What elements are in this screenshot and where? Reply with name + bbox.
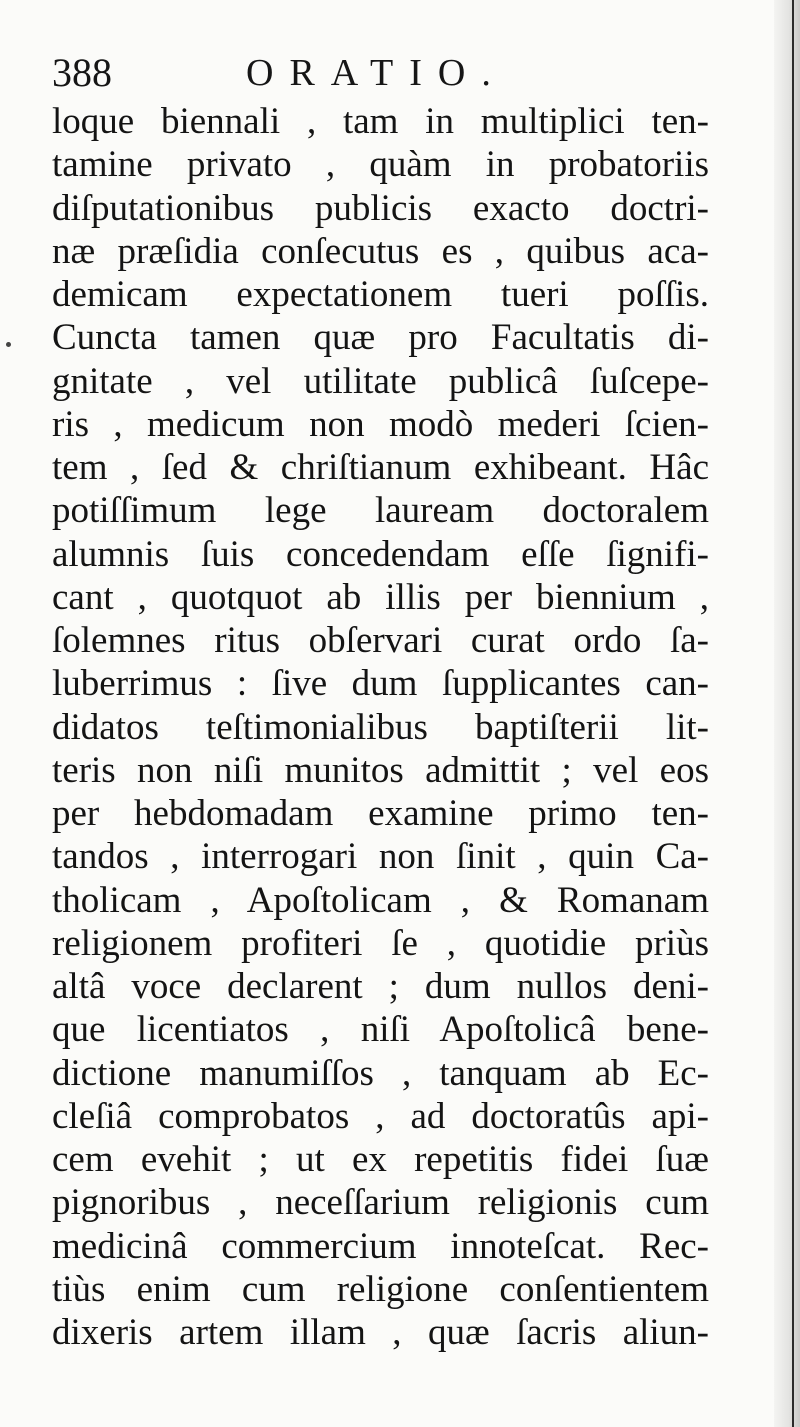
text-line: Cuncta tamen quæ pro Facultatis di- bbox=[52, 317, 709, 359]
page-edge-border bbox=[792, 0, 794, 1427]
running-title: ORATIO. bbox=[246, 52, 507, 94]
text-line: tholicam , Apoſtolicam , & Romanam bbox=[52, 879, 709, 921]
text-line: religionem profiteri ſe , quotidie priùs bbox=[52, 922, 709, 964]
text-line: tandos , interrogari non ſinit , quin Ca- bbox=[52, 836, 709, 878]
running-head bbox=[52, 48, 732, 98]
text-line: que licentiatos , niſi Apoſtolicâ bene- bbox=[52, 1009, 709, 1051]
text-line: gnitate , vel utilitate publicâ ſuſcepe- bbox=[52, 360, 709, 402]
text-line: luberrimus : ſive dum ſupplicantes can- bbox=[52, 663, 709, 705]
text-line: ris , medicum non modò mederi ſcien- bbox=[52, 403, 709, 445]
text-line: per hebdomadam examine primo ten- bbox=[52, 793, 709, 834]
text-line: dixeris artem illam , quæ ſacris aliun- bbox=[52, 1312, 709, 1353]
text-line: cant , quotquot ab illis per biennium , bbox=[52, 576, 709, 618]
text-line: cem evehit ; ut ex repetitis fidei ſuæ bbox=[52, 1139, 709, 1180]
text-line: medicinâ commercium innoteſcat. Rec- bbox=[52, 1225, 709, 1267]
text-line: ſolemnes ritus obſervari curat ordo ſa- bbox=[52, 620, 709, 661]
text-line: tem , ſed & chriſtianum exhibeant. Hâc bbox=[52, 447, 709, 488]
text-line: cleſiâ comprobatos , ad doctoratûs api- bbox=[52, 1095, 709, 1137]
page-edge-shadow bbox=[774, 0, 800, 1427]
text-line: tamine privato , quàm in probatoriis bbox=[52, 144, 709, 186]
text-line: teris non niſi munitos admittit ; vel eos bbox=[52, 749, 709, 791]
margin-mark bbox=[6, 342, 11, 347]
text-line: loque biennali , tam in multiplici ten- bbox=[52, 101, 709, 142]
text-line: pignoribus , neceſſarium religionis cum bbox=[52, 1182, 709, 1224]
body-text bbox=[52, 100, 709, 1354]
text-line: alumnis ſuis concedendam eſſe ſignifi- bbox=[52, 533, 709, 575]
text-line: altâ voce declarent ; dum nullos deni- bbox=[52, 966, 709, 1007]
text-line: didatos teſtimonialibus baptiſterii lit- bbox=[52, 706, 709, 748]
text-line: tiùs enim cum religione conſentientem bbox=[52, 1268, 709, 1310]
text-line: potiſſimum lege lauream doctoralem bbox=[52, 490, 709, 532]
page-number: 388 bbox=[52, 50, 112, 95]
text-line: diſputationibus publicis exacto doctri- bbox=[52, 187, 709, 229]
text-line: dictione manumiſſos , tanquam ab Ec- bbox=[52, 1052, 709, 1094]
text-line: demicam expectationem tueri poſſis. bbox=[52, 274, 709, 315]
text-line: næ præſidia conſecutus es , quibus aca- bbox=[52, 230, 709, 272]
